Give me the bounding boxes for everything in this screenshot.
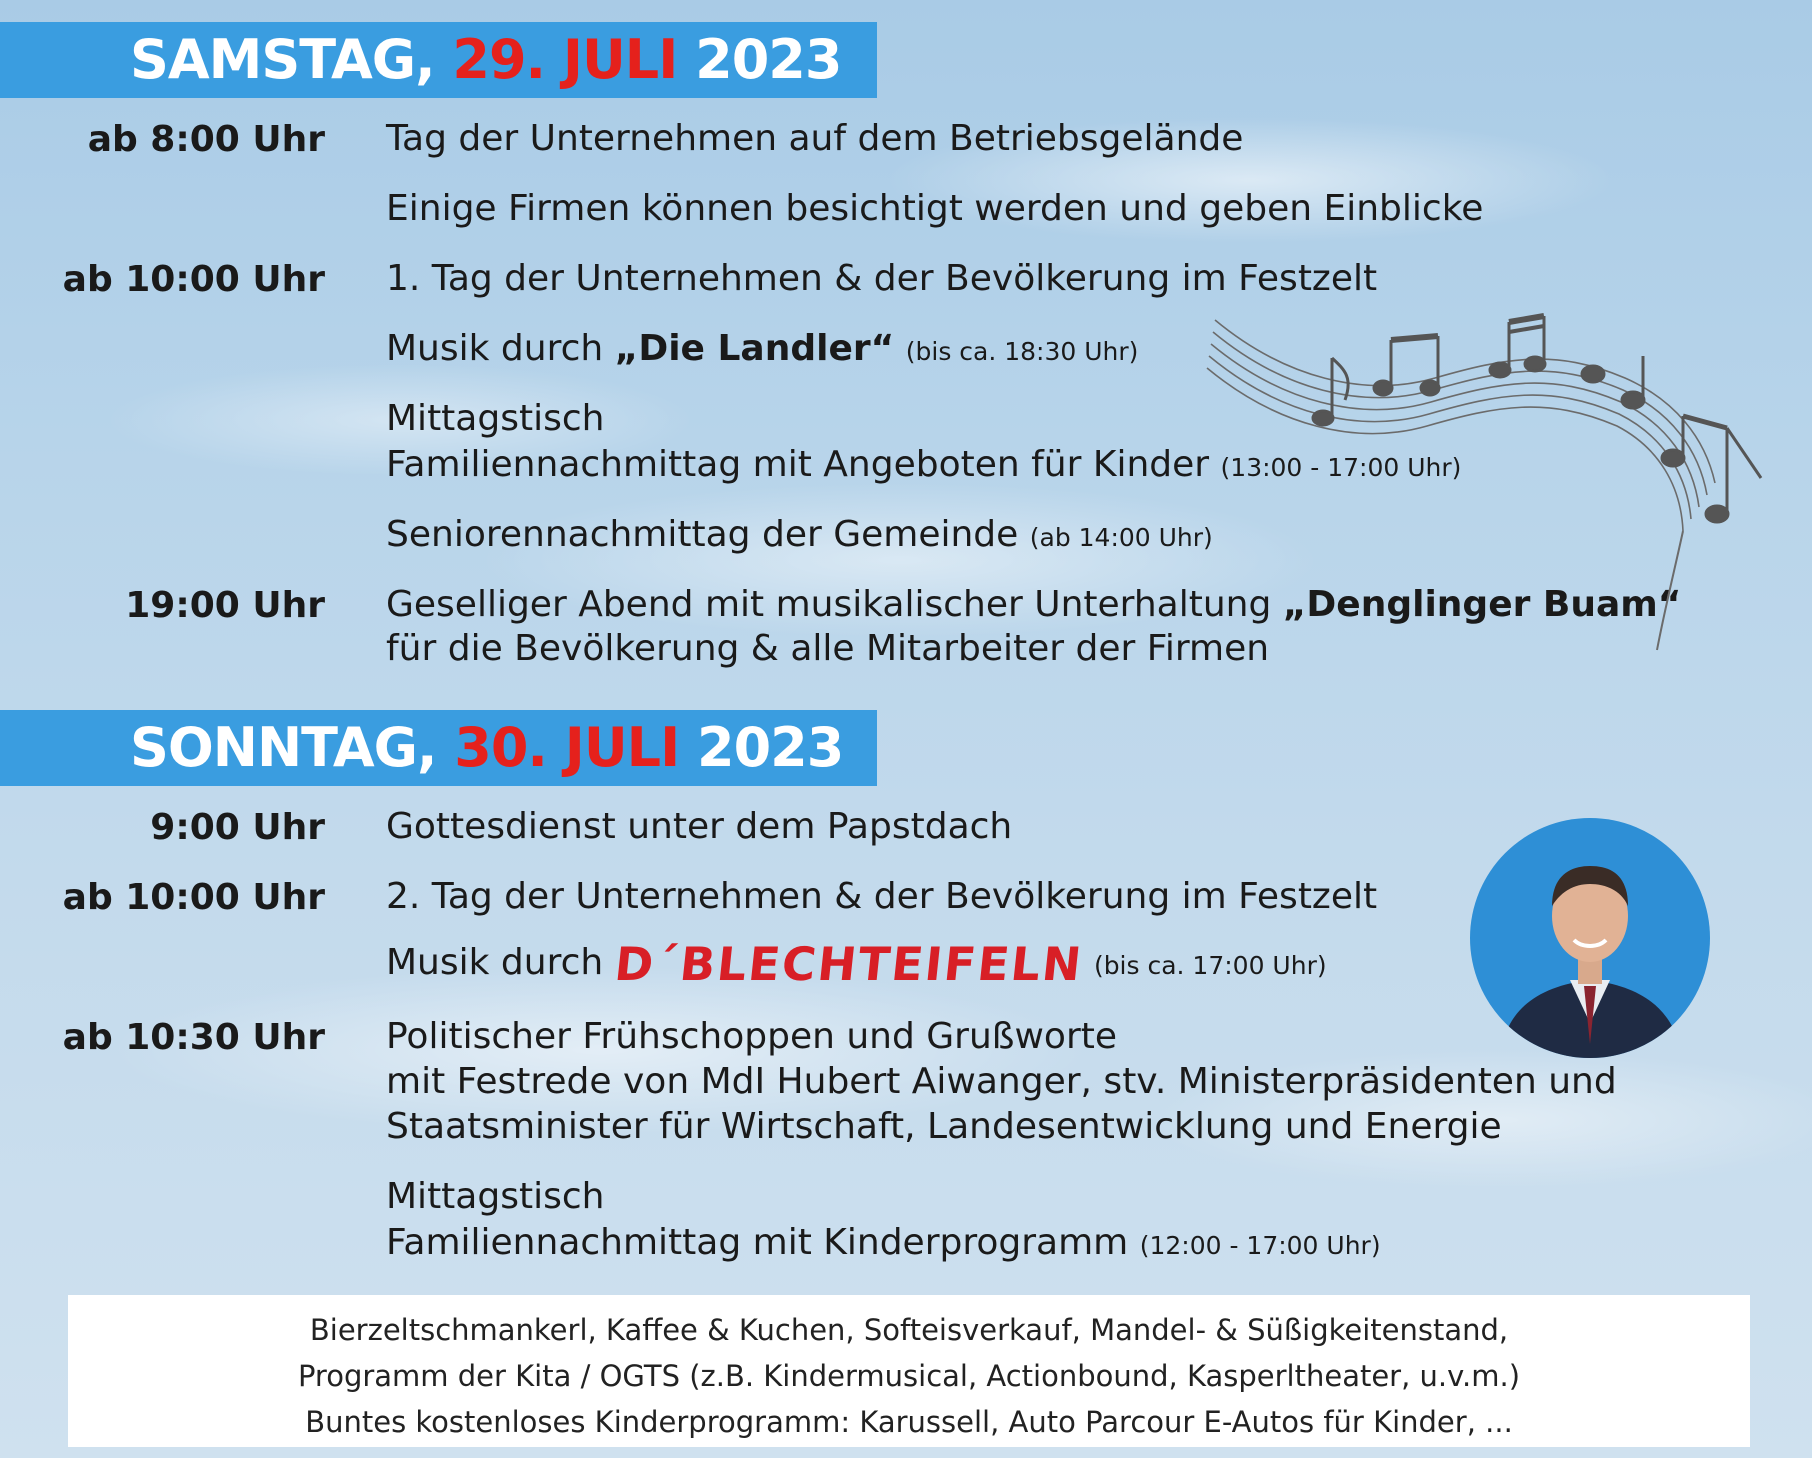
saturday-date: 29. JULI (452, 28, 678, 91)
footer-line-2: Programm der Kita / OGTS (z.B. Kindermusical, Actionbound, Kasperltheater, u.v.m.) (297, 1359, 1521, 1393)
footer-line-3: Buntes kostenloses Kinderprogramm: Karussell, Auto Parcour E-Autos für Kinder, ... (305, 1405, 1513, 1439)
saturday-entry-audience: für die Bevölkerung & alle Mitarbeiter der Firmen (386, 628, 1270, 669)
saturday-day: SAMSTAG, (130, 28, 435, 91)
sunday-music-time-note: (bis ca. 17:00 Uhr) (1093, 951, 1327, 980)
sunday-entry-lunch: Mittagstisch (386, 1176, 605, 1217)
sunday-entry-2: 2. Tag der Unternehmen & der Bevölkerung im Festzelt (386, 876, 1378, 917)
sunday-year: 2023 (697, 716, 844, 779)
sunday-banner (0, 710, 877, 786)
sunday-time-2: ab 10:00 Uhr (62, 877, 325, 918)
saturday-time-1: ab 8:00 Uhr (87, 119, 325, 160)
sunday-entry-speech: mit Festrede von MdI Hubert Aiwanger, stv. Ministerpräsidenten und (386, 1061, 1617, 1102)
saturday-band-name: „Die Landler“ (614, 328, 895, 369)
saturday-family-time-note: (13:00 - 17:00 Uhr) (1220, 453, 1462, 482)
saturday-seniors-text: Seniorennachmittag der Gemeinde (386, 514, 1019, 555)
sunday-time-1: 9:00 Uhr (150, 807, 325, 848)
footer-info-box (68, 1295, 1750, 1447)
sunday-time-3: ab 10:30 Uhr (62, 1017, 325, 1058)
sunday-band-logo: D´BLECHTEIFELN (611, 937, 1086, 991)
saturday-entry-2: Einige Firmen können besichtigt werden und geben Einblicke (386, 188, 1484, 229)
music-notes-icon (1205, 308, 1765, 658)
saturday-evening-band: „Denglinger Buam“ (1282, 584, 1682, 625)
saturday-evening-text: Geselliger Abend mit musikalischer Unterhaltung (386, 584, 1283, 625)
sunday-family-text: Familiennachmittag mit Kinderprogramm (386, 1222, 1129, 1263)
saturday-entry-music (386, 326, 1138, 374)
portrait-figure-icon (1470, 818, 1710, 1058)
footer-line-1: Bierzeltschmankerl, Kaffee & Kuchen, Softeisverkauf, Mandel- & Süßigkeitenstand, (309, 1313, 1509, 1347)
sunday-entry-politics: Politischer Frühschoppen und Grußworte (386, 1016, 1118, 1057)
speaker-portrait (1470, 818, 1710, 1058)
saturday-entry-seniors (386, 512, 1213, 560)
saturday-entry-1: Tag der Unternehmen auf dem Betriebsgelände (386, 118, 1244, 159)
sunday-music-prefix: Musik durch (386, 942, 604, 983)
sunday-day: SONNTAG, (130, 716, 437, 779)
saturday-banner (0, 22, 877, 98)
saturday-time-3: 19:00 Uhr (125, 585, 325, 626)
saturday-music-prefix: Musik durch (386, 328, 615, 369)
saturday-family-text: Familiennachmittag mit Angeboten für Kinder (386, 444, 1210, 485)
sunday-entry-1: Gottesdienst unter dem Papstdach (386, 806, 1013, 847)
sunday-entry-family (386, 1220, 1381, 1268)
saturday-entry-lunch: Mittagstisch (386, 398, 605, 439)
sunday-date: 30. JULI (454, 716, 680, 779)
saturday-music-time-note: (bis ca. 18:30 Uhr) (905, 337, 1139, 366)
sunday-family-time-note: (12:00 - 17:00 Uhr) (1139, 1231, 1381, 1260)
sunday-entry-ministry: Staatsminister für Wirtschaft, Landesentwicklung und Energie (386, 1106, 1502, 1147)
saturday-entry-3: 1. Tag der Unternehmen & der Bevölkerung im Festzelt (386, 258, 1378, 299)
saturday-time-2: ab 10:00 Uhr (62, 259, 325, 300)
saturday-year: 2023 (695, 28, 842, 91)
sunday-entry-music (386, 937, 1327, 991)
saturday-seniors-time-note: (ab 14:00 Uhr) (1029, 523, 1213, 552)
